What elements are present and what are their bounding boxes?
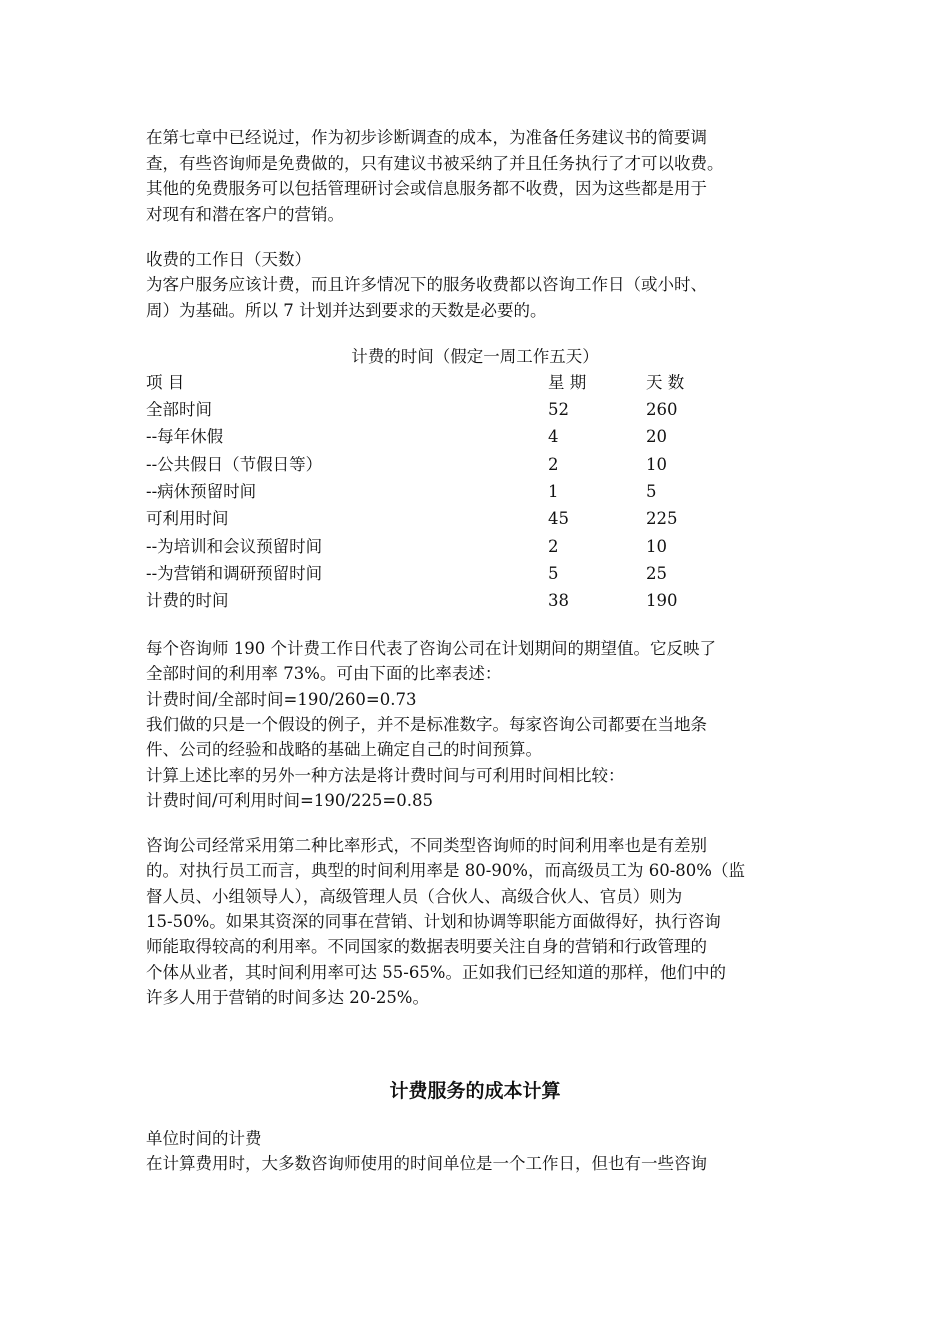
table-cell-weeks: 2 xyxy=(548,537,559,556)
table-cell-item: --病休预留时间 xyxy=(146,482,257,501)
table-cell-item: --为培训和会议预留时间 xyxy=(146,537,323,556)
table-cell-weeks: 4 xyxy=(548,427,559,446)
table-cell-days: 5 xyxy=(646,482,657,501)
table-cell-item: 计费的时间 xyxy=(146,591,229,610)
table-cell-weeks: 1 xyxy=(548,482,559,501)
utilization-line: 的。对执行员工而言，典型的时间利用率是 80-90%，而高级员工为 60-80%（监 xyxy=(146,861,745,880)
cost-line: 在计算费用时，大多数咨询师使用的时间单位是一个工作日，但也有一些咨询 xyxy=(146,1154,707,1173)
intro-line: 对现有和潜在客户的营销。 xyxy=(146,205,344,224)
ratio-line: 计算上述比率的另外一种方法是将计费时间与可利用时间相比较： xyxy=(146,766,625,785)
table-header-item: 项 目 xyxy=(146,373,185,392)
table-cell-days: 225 xyxy=(646,509,678,528)
table-cell-item: 可利用时间 xyxy=(146,509,229,528)
table-cell-item: --为营销和调研预留时间 xyxy=(146,564,323,583)
table-cell-item: 全部时间 xyxy=(146,400,212,419)
table-cell-item: --公共假日（节假日等） xyxy=(146,455,323,474)
billing-days-line: 为客户服务应该计费，而且许多情况下的服务收费都以咨询工作日（或小时、 xyxy=(146,275,707,294)
intro-line: 在第七章中已经说过，作为初步诊断调查的成本，为准备任务建议书的简要调 xyxy=(146,128,707,147)
ratio-formula: 计费时间/可利用时间=190/225=0.85 xyxy=(146,791,433,810)
table-header-weeks: 星 期 xyxy=(548,373,587,392)
table-cell-weeks: 52 xyxy=(548,400,569,419)
utilization-line: 咨询公司经常采用第二种比率形式，不同类型咨询师的时间利用率也是有差别 xyxy=(146,836,707,855)
billing-days-line: 周）为基础。所以 7 计划并达到要求的天数是必要的。 xyxy=(146,301,547,320)
table-cell-weeks: 45 xyxy=(548,509,569,528)
cost-subheading: 单位时间的计费 xyxy=(146,1129,262,1148)
ratio-line: 件、公司的经验和战略的基础上确定自己的时间预算。 xyxy=(146,740,542,759)
utilization-line: 许多人用于营销的时间多达 20-25%。 xyxy=(146,988,429,1007)
table-cell-days: 25 xyxy=(646,564,667,583)
table-cell-item: --每年休假 xyxy=(146,427,224,446)
ratio-line: 每个咨询师 190 个计费工作日代表了咨询公司在计划期间的期望值。它反映了 xyxy=(146,639,716,658)
table-header-days: 天 数 xyxy=(646,373,685,392)
table-cell-days: 20 xyxy=(646,427,667,446)
table-title: 计费的时间（假定一周工作五天） xyxy=(351,347,599,366)
billing-days-heading: 收费的工作日（天数） xyxy=(146,250,311,269)
utilization-line: 个体从业者，其时间利用率可达 55-65%。正如我们已经知道的那样，他们中的 xyxy=(146,963,726,982)
table-cell-days: 10 xyxy=(646,537,667,556)
table-cell-days: 260 xyxy=(646,400,678,419)
table-cell-weeks: 38 xyxy=(548,591,569,610)
utilization-line: 师能取得较高的利用率。不同国家的数据表明要关注自身的营销和行政管理的 xyxy=(146,937,707,956)
ratio-line: 我们做的只是一个假设的例子，并不是标准数字。每家咨询公司都要在当地条 xyxy=(146,715,707,734)
utilization-line: 15-50%。如果其资深的同事在营销、计划和协调等职能方面做得好，执行咨询 xyxy=(146,912,721,931)
table-cell-weeks: 5 xyxy=(548,564,559,583)
ratio-formula: 计费时间/全部时间=190/260=0.73 xyxy=(146,690,417,709)
section-heading: 计费服务的成本计算 xyxy=(389,1080,561,1102)
table-cell-days: 190 xyxy=(646,591,678,610)
intro-line: 查，有些咨询师是免费做的，只有建议书被采纳了并且任务执行了才可以收费。 xyxy=(146,154,724,173)
utilization-line: 督人员、小组领导人），高级管理人员（合伙人、高级合伙人、官员）则为 xyxy=(146,887,683,906)
intro-line: 其他的免费服务可以包括管理研讨会或信息服务都不收费，因为这些都是用于 xyxy=(146,179,707,198)
ratio-line: 全部时间的利用率 73%。可由下面的比率表述： xyxy=(146,664,502,683)
table-cell-weeks: 2 xyxy=(548,455,559,474)
table-cell-days: 10 xyxy=(646,455,667,474)
